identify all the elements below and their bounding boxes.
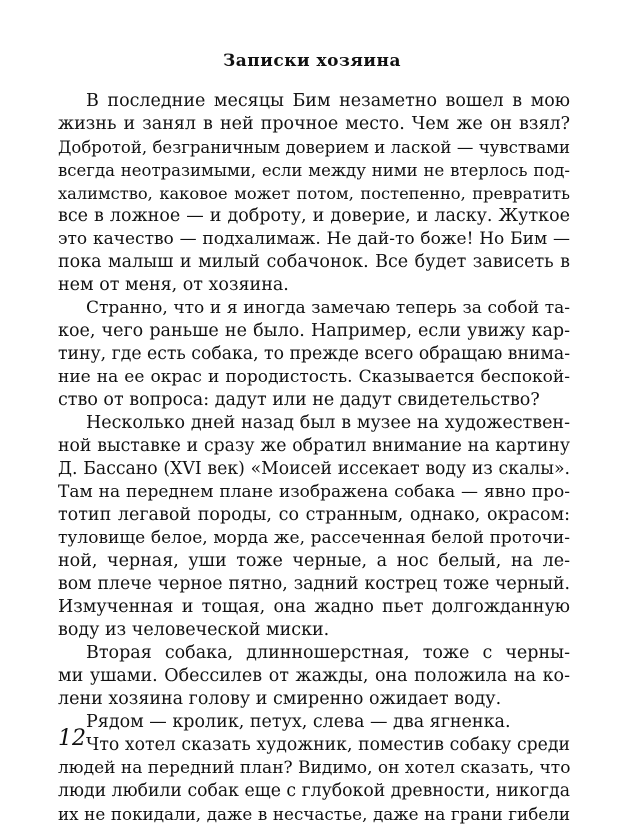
text-line: Там на переднем плане изображена собака — явно про- (58, 482, 570, 502)
text-line: вом плече черное пятно, задний кострец тоже черный. (58, 574, 570, 594)
text-line: Странно, что и я иногда замечаю теперь за собой та- (86, 298, 570, 318)
text-line: люди любили собак еще с глубокой древности, никогда (58, 781, 570, 801)
text-line: нем от меня, от хозяина. (58, 275, 289, 295)
text-line: ство от вопроса: дадут или не дадут свидетельство? (58, 390, 540, 410)
text-line: пока малыш и милый собачонок. Все будет зависеть в (58, 252, 570, 272)
text-line: ми ушами. Обессилев от жажды, она положила на ко- (58, 666, 570, 686)
text-line: туловище белое, морда же, рассеченная белой проточи- (58, 528, 570, 548)
text-line: воду из человеческой миски. (58, 620, 330, 640)
text-line: людей на передний план? Видимо, он хотел сказать, что (58, 758, 571, 778)
text-line: Несколько дней назад был в музее на художествен- (86, 413, 570, 433)
text-line: Д. Бассано (XVI век) «Моисей иссекает воду из скалы». (58, 459, 570, 479)
page-number: 12 (58, 726, 86, 751)
text-line: Вторая собака, длинношерстная, тоже с черны- (86, 643, 570, 663)
text-line: Измученная и тощая, она жадно пьет долгожданную (58, 597, 570, 617)
text-line: В последние месяцы Бим незаметно вошел в мою (86, 91, 570, 111)
text-line: тину, где есть собака, то прежде всего обращаю внима- (58, 344, 571, 364)
text-line: лени хозяина голову и смиренно ожидает воду. (58, 689, 502, 709)
body-text (58, 90, 570, 826)
text-line: Что хотел сказать художник, поместив собаку среди (86, 735, 570, 755)
text-line: Добротой, безграничным доверием и лаской — чувствами (58, 138, 570, 157)
text-line: их не покидали, даже в несчастье, даже на грани гибели (58, 804, 570, 824)
text-line: ной, черная, уши тоже черные, а нос белый, на ле- (58, 551, 570, 571)
chapter-title: Записки хозяина (223, 51, 401, 71)
text-line: всегда неотразимыми, если между ними не втерлось под- (58, 161, 570, 180)
text-line: кое, чего раньше не было. Например, если увижу кар- (58, 321, 570, 341)
text-line: Рядом — кролик, петух, слева — два ягненка. (86, 712, 511, 732)
text-line: это качество — подхалимаж. Не дай-то боже! Но Бим — (58, 229, 570, 249)
text-line: ние на ее окрас и породистость. Сказывается беспокой- (58, 367, 570, 387)
text-line: все в ложное — и доброту, и доверие, и ласку. Жуткое (58, 206, 570, 226)
text-line: халимство, каковое может потом, постепенно, превратить (58, 184, 570, 203)
text-line: жизнь и занял в ней прочное место. Чем же он взял? (58, 114, 570, 134)
text-line: ной выставке и сразу же обратил внимание на картину (58, 436, 570, 456)
text-line: тотип легавой породы, со странным, однако, окрасом: (58, 505, 570, 525)
